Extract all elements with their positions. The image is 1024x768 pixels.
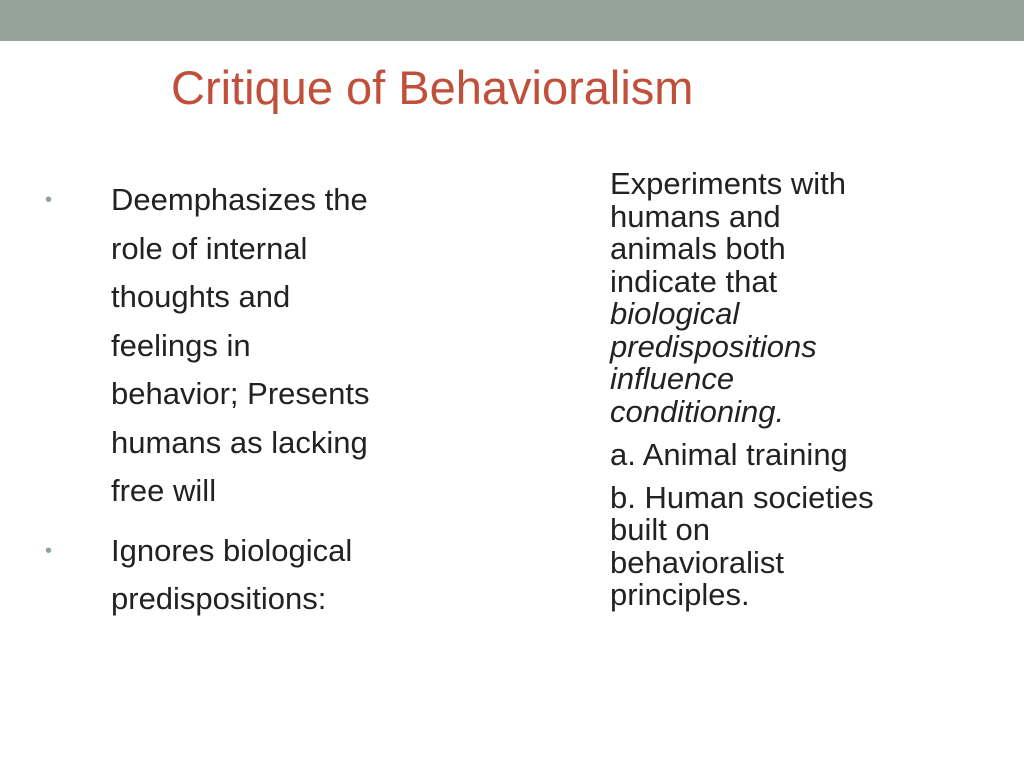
left-bullet-list [40, 176, 460, 635]
bullet-line: thoughts and [111, 279, 291, 314]
bullet-line: predispositions: [111, 581, 327, 616]
paragraph-line: humans and [610, 198, 781, 234]
italic-line: conditioning. [610, 393, 785, 429]
paragraph-line: indicate that [610, 263, 778, 299]
paragraph-line: animals both [610, 231, 786, 266]
italic-line: influence [610, 361, 735, 396]
item-b-line: built on [610, 512, 710, 547]
bullet-dot-icon: • [45, 539, 53, 562]
item-b-line: b. Human societies [610, 479, 874, 515]
bullet-line: role of internal [111, 230, 308, 266]
bullet-item-deemphasizes [40, 176, 460, 516]
experiments-paragraph [610, 168, 1010, 428]
paragraph-line: Experiments with [610, 166, 847, 201]
top-accent-band [0, 0, 1024, 41]
italic-line: biological [610, 296, 740, 331]
bullet-item-ignores [40, 527, 460, 624]
bullet-line: Deemphasizes the [111, 182, 368, 217]
bullet-line: humans as lacking [111, 424, 368, 460]
right-text-column [610, 168, 1010, 612]
item-b-line: principles. [610, 577, 750, 612]
item-b-line: behavioralist [610, 544, 785, 580]
bullet-line: free will [111, 473, 217, 508]
bullet-line: feelings in [111, 327, 251, 363]
bullet-dot-icon: • [45, 189, 53, 211]
item-a-animal-training: a. Animal training [610, 437, 848, 472]
italic-line: predispositions [610, 328, 817, 364]
slide-title: Critique of Behavioralism [171, 61, 694, 114]
bullet-line: behavior; Presents [111, 376, 370, 411]
bullet-line: Ignores biological [111, 532, 353, 568]
item-b-human-societies [610, 479, 1010, 612]
